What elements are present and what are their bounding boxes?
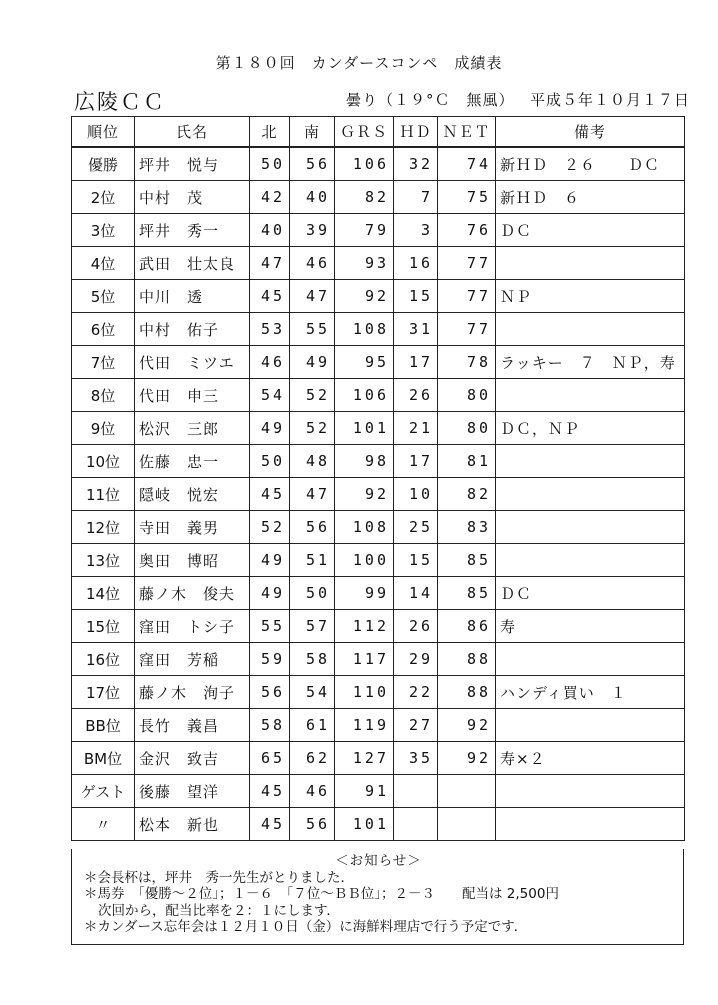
- table-row: [72, 346, 685, 379]
- name-cell: 中村 佑子: [135, 313, 250, 346]
- north-score-cell: 46: [250, 346, 290, 379]
- table-row: [72, 709, 685, 742]
- handicap-cell: 29: [394, 643, 438, 676]
- north-score-cell: 65: [250, 742, 290, 775]
- gross-score-cell: 95: [335, 346, 394, 379]
- north-score-cell: 50: [250, 445, 290, 478]
- south-score-cell: 51: [290, 544, 335, 577]
- gross-score-cell: 117: [335, 643, 394, 676]
- name-cell: 後藤 望洋: [135, 775, 250, 808]
- south-score-cell: 46: [290, 775, 335, 808]
- note-cell: ラッキー ７ ＮＰ，寿: [496, 346, 685, 379]
- table-row: [72, 808, 685, 841]
- name-cell: 長竹 義昌: [135, 709, 250, 742]
- notice-line: ＊会長杯は，坪井 秀一先生がとりました．: [84, 869, 354, 886]
- results-body: [72, 147, 685, 841]
- note-cell: 新ＨＤ ２６ ＤＣ: [496, 147, 685, 181]
- south-score-cell: 58: [290, 643, 335, 676]
- note-cell: ハンディ買い １: [496, 676, 685, 709]
- rank-cell: 14位: [72, 577, 135, 610]
- gross-score-cell: 108: [335, 511, 394, 544]
- col-header-hd: ＨＤ: [394, 117, 438, 148]
- table-row: [72, 676, 685, 709]
- notice-box: [71, 849, 684, 945]
- table-row: [72, 412, 685, 445]
- south-score-cell: 52: [290, 412, 335, 445]
- name-cell: 隠岐 悦宏: [135, 478, 250, 511]
- south-score-cell: 39: [290, 214, 335, 247]
- rank-cell: 4位: [72, 247, 135, 280]
- gross-score-cell: 92: [335, 280, 394, 313]
- name-cell: 窪田 芳稲: [135, 643, 250, 676]
- table-row: [72, 610, 685, 643]
- handicap-cell: 27: [394, 709, 438, 742]
- rank-cell: 16位: [72, 643, 135, 676]
- note-cell: [496, 643, 685, 676]
- name-cell: 藤ノ木 俊夫: [135, 577, 250, 610]
- col-header-note: 備考: [496, 117, 685, 148]
- rank-cell: 11位: [72, 478, 135, 511]
- net-score-cell: 92: [438, 709, 496, 742]
- col-header-name: 氏名: [135, 117, 250, 148]
- rank-cell: BM位: [72, 742, 135, 775]
- handicap-cell: 26: [394, 610, 438, 643]
- handicap-cell: [394, 808, 438, 841]
- handicap-cell: 31: [394, 313, 438, 346]
- south-score-cell: 56: [290, 808, 335, 841]
- net-score-cell: 85: [438, 544, 496, 577]
- gross-score-cell: 92: [335, 478, 394, 511]
- rank-cell: 13位: [72, 544, 135, 577]
- name-cell: 代田 申三: [135, 379, 250, 412]
- rank-cell: 17位: [72, 676, 135, 709]
- south-score-cell: 52: [290, 379, 335, 412]
- note-cell: [496, 544, 685, 577]
- table-row: [72, 214, 685, 247]
- north-score-cell: 47: [250, 247, 290, 280]
- net-score-cell: 77: [438, 280, 496, 313]
- col-header-south: 南: [290, 117, 335, 148]
- gross-score-cell: 108: [335, 313, 394, 346]
- handicap-cell: 16: [394, 247, 438, 280]
- north-score-cell: 53: [250, 313, 290, 346]
- north-score-cell: 52: [250, 511, 290, 544]
- name-cell: 寺田 義男: [135, 511, 250, 544]
- north-score-cell: 49: [250, 544, 290, 577]
- name-cell: 奥田 博昭: [135, 544, 250, 577]
- rank-cell: 3位: [72, 214, 135, 247]
- name-cell: 佐藤 忠一: [135, 445, 250, 478]
- document-title: 第１８０回 カンダースコンペ 成績表: [215, 54, 503, 72]
- rank-cell: 12位: [72, 511, 135, 544]
- net-score-cell: 92: [438, 742, 496, 775]
- south-score-cell: 54: [290, 676, 335, 709]
- note-cell: ＤＣ: [496, 577, 685, 610]
- gross-score-cell: 106: [335, 147, 394, 181]
- note-cell: ＮＰ: [496, 280, 685, 313]
- south-score-cell: 57: [290, 610, 335, 643]
- notice-line: 次回から，配当比率を２：１にします．: [98, 902, 340, 919]
- north-score-cell: 49: [250, 577, 290, 610]
- table-row: [72, 643, 685, 676]
- north-score-cell: 59: [250, 643, 290, 676]
- note-cell: ＤＣ，ＮＰ: [496, 412, 685, 445]
- note-cell: [496, 313, 685, 346]
- net-score-cell: 88: [438, 643, 496, 676]
- north-score-cell: 56: [250, 676, 290, 709]
- net-score-cell: [438, 808, 496, 841]
- note-cell: [496, 445, 685, 478]
- name-cell: 坪井 秀一: [135, 214, 250, 247]
- table-row: [72, 247, 685, 280]
- south-score-cell: 48: [290, 445, 335, 478]
- north-score-cell: 54: [250, 379, 290, 412]
- notice-line: ＊馬券 「優勝～２位」；１－６ 「７位～ＢＢ位」；２－３ 配当は 2,500円: [84, 886, 559, 902]
- note-cell: 寿: [496, 610, 685, 643]
- net-score-cell: 83: [438, 511, 496, 544]
- note-cell: [496, 709, 685, 742]
- note-cell: [496, 379, 685, 412]
- rank-cell: 9位: [72, 412, 135, 445]
- table-row: [72, 379, 685, 412]
- table-row: [72, 147, 685, 181]
- rank-cell: 15位: [72, 610, 135, 643]
- gross-score-cell: 98: [335, 445, 394, 478]
- club-name: 広陵ＣＣ: [74, 90, 166, 114]
- table-row: [72, 478, 685, 511]
- net-score-cell: 88: [438, 676, 496, 709]
- rank-cell: 5位: [72, 280, 135, 313]
- table-row: [72, 445, 685, 478]
- note-cell: [496, 478, 685, 511]
- gross-score-cell: 91: [335, 775, 394, 808]
- note-cell: [496, 775, 685, 808]
- col-header-rank: 順位: [72, 117, 135, 148]
- name-cell: 松沢 三郎: [135, 412, 250, 445]
- net-score-cell: 81: [438, 445, 496, 478]
- handicap-cell: 35: [394, 742, 438, 775]
- table-row: [72, 511, 685, 544]
- gross-score-cell: 127: [335, 742, 394, 775]
- north-score-cell: 50: [250, 147, 290, 181]
- col-header-grs: ＧＲＳ: [335, 117, 394, 148]
- name-cell: 代田 ミツエ: [135, 346, 250, 379]
- name-cell: 武田 壮太良: [135, 247, 250, 280]
- south-score-cell: 49: [290, 346, 335, 379]
- gross-score-cell: 82: [335, 181, 394, 214]
- note-cell: 寿×２: [496, 742, 685, 775]
- name-cell: 中村 茂: [135, 181, 250, 214]
- gross-score-cell: 110: [335, 676, 394, 709]
- gross-score-cell: 99: [335, 577, 394, 610]
- south-score-cell: 61: [290, 709, 335, 742]
- handicap-cell: 26: [394, 379, 438, 412]
- net-score-cell: 80: [438, 379, 496, 412]
- handicap-cell: [394, 775, 438, 808]
- handicap-cell: 25: [394, 511, 438, 544]
- handicap-cell: 21: [394, 412, 438, 445]
- name-cell: 松本 新也: [135, 808, 250, 841]
- notice-title: ＜お知らせ＞: [335, 853, 422, 869]
- north-score-cell: 45: [250, 280, 290, 313]
- north-score-cell: 49: [250, 412, 290, 445]
- north-score-cell: 45: [250, 478, 290, 511]
- gross-score-cell: 112: [335, 610, 394, 643]
- table-row: [72, 775, 685, 808]
- handicap-cell: 15: [394, 544, 438, 577]
- net-score-cell: 82: [438, 478, 496, 511]
- table-row: [72, 544, 685, 577]
- net-score-cell: [438, 775, 496, 808]
- gross-score-cell: 101: [335, 808, 394, 841]
- note-cell: ＤＣ: [496, 214, 685, 247]
- south-score-cell: 47: [290, 280, 335, 313]
- gross-score-cell: 100: [335, 544, 394, 577]
- south-score-cell: 56: [290, 511, 335, 544]
- north-score-cell: 58: [250, 709, 290, 742]
- net-score-cell: 78: [438, 346, 496, 379]
- north-score-cell: 45: [250, 808, 290, 841]
- handicap-cell: 7: [394, 181, 438, 214]
- col-header-north: 北: [250, 117, 290, 148]
- gross-score-cell: 79: [335, 214, 394, 247]
- rank-cell: ゲスト: [72, 775, 135, 808]
- net-score-cell: 76: [438, 214, 496, 247]
- notice-line: ＊カンダース忘年会は１２月１０日（金）に海鮮料理店で行う予定です．: [84, 919, 528, 935]
- south-score-cell: 50: [290, 577, 335, 610]
- handicap-cell: 32: [394, 147, 438, 181]
- header-row: [72, 117, 685, 148]
- handicap-cell: 15: [394, 280, 438, 313]
- gross-score-cell: 93: [335, 247, 394, 280]
- note-cell: [496, 247, 685, 280]
- rank-cell: 2位: [72, 181, 135, 214]
- col-header-net: ＮＥＴ: [438, 117, 496, 148]
- south-score-cell: 40: [290, 181, 335, 214]
- note-cell: [496, 511, 685, 544]
- gross-score-cell: 119: [335, 709, 394, 742]
- south-score-cell: 62: [290, 742, 335, 775]
- table-row: [72, 313, 685, 346]
- results-table: [71, 116, 685, 841]
- name-cell: 藤ノ木 洵子: [135, 676, 250, 709]
- north-score-cell: 45: [250, 775, 290, 808]
- gross-score-cell: 101: [335, 412, 394, 445]
- net-score-cell: 80: [438, 412, 496, 445]
- rank-cell: 10位: [72, 445, 135, 478]
- south-score-cell: 47: [290, 478, 335, 511]
- rank-cell: 8位: [72, 379, 135, 412]
- gross-score-cell: 106: [335, 379, 394, 412]
- rank-cell: 7位: [72, 346, 135, 379]
- handicap-cell: 17: [394, 445, 438, 478]
- net-score-cell: 74: [438, 147, 496, 181]
- net-score-cell: 86: [438, 610, 496, 643]
- name-cell: 金沢 致吉: [135, 742, 250, 775]
- handicap-cell: 22: [394, 676, 438, 709]
- north-score-cell: 42: [250, 181, 290, 214]
- name-cell: 坪井 悦与: [135, 147, 250, 181]
- table-row: [72, 181, 685, 214]
- table-row: [72, 280, 685, 313]
- south-score-cell: 46: [290, 247, 335, 280]
- table-row: [72, 577, 685, 610]
- handicap-cell: 10: [394, 478, 438, 511]
- table-row: [72, 742, 685, 775]
- weather: 曇り（１９°Ｃ 無風）: [346, 91, 515, 109]
- name-cell: 中川 透: [135, 280, 250, 313]
- handicap-cell: 14: [394, 577, 438, 610]
- rank-cell: 6位: [72, 313, 135, 346]
- north-score-cell: 40: [250, 214, 290, 247]
- rank-cell: 優勝: [72, 147, 135, 181]
- net-score-cell: 77: [438, 313, 496, 346]
- south-score-cell: 55: [290, 313, 335, 346]
- name-cell: 窪田 トシ子: [135, 610, 250, 643]
- south-score-cell: 56: [290, 147, 335, 181]
- handicap-cell: 17: [394, 346, 438, 379]
- handicap-cell: 3: [394, 214, 438, 247]
- rank-cell: 〃: [72, 808, 135, 841]
- note-cell: [496, 808, 685, 841]
- note-cell: 新ＨＤ ６: [496, 181, 685, 214]
- date: 平成５年１０月１７日: [530, 91, 691, 109]
- net-score-cell: 77: [438, 247, 496, 280]
- net-score-cell: 75: [438, 181, 496, 214]
- rank-cell: BB位: [72, 709, 135, 742]
- north-score-cell: 55: [250, 610, 290, 643]
- net-score-cell: 85: [438, 577, 496, 610]
